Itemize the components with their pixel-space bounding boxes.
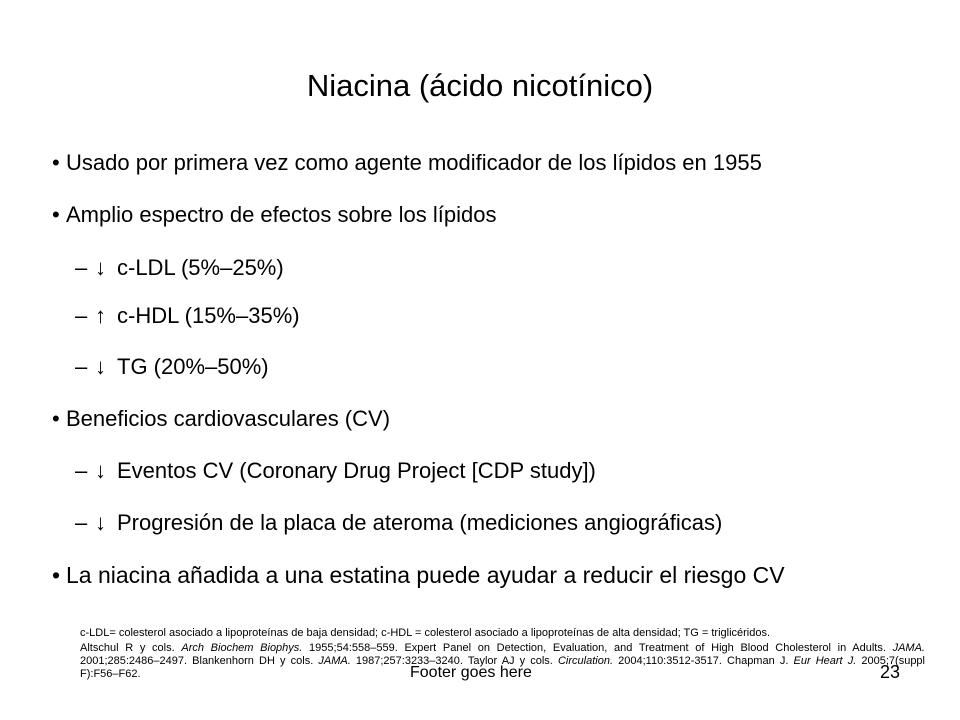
sub-bullet-text: Eventos CV (Coronary Drug Project [CDP study])	[117, 458, 596, 483]
reference-text: 2005;7(suppl F):F56–F62.	[80, 655, 925, 680]
sub-bullet-text: c-HDL (15%–35%)	[117, 303, 300, 328]
slide-title: Niacina (ácido nicotínico)	[306, 68, 654, 103]
arrow-down-icon: ↓	[95, 255, 106, 280]
dash-symbol: –	[75, 255, 88, 280]
sub-bullet-item	[75, 302, 300, 330]
arrow-up-icon: ↑	[95, 303, 106, 328]
reference-text: 2004;110:3512-3517. Chapman J.	[613, 655, 794, 667]
sub-bullet-text: c-LDL (5%–25%)	[117, 255, 284, 280]
arrow-down-icon: ↓	[95, 354, 106, 379]
sub-bullet-text: TG (20%–50%)	[117, 354, 269, 379]
dash-symbol: –	[75, 303, 88, 328]
bullet-symbol: •	[52, 202, 60, 227]
reference-text: 1987;257:3233–3240. Taylor AJ y cols.	[350, 655, 558, 667]
sub-bullet-item	[75, 254, 284, 282]
arrow-down-icon: ↓	[95, 510, 106, 535]
bullet-text: La niacina añadida a una estatina puede ayudar a reducir el riesgo CV	[66, 562, 785, 588]
reference-journal: Arch Biochem Biophys.	[181, 642, 303, 654]
bullet-text: Usado por primera vez como agente modificador de los lípidos en 1955	[66, 150, 762, 175]
reference-text: 2001;285:2486–2497. Blankenhorn DH y cols.	[80, 655, 319, 667]
arrow-down-icon: ↓	[95, 458, 106, 483]
dash-symbol: –	[75, 510, 88, 535]
slide-footer: Footer goes here	[410, 664, 532, 681]
bullet-symbol: •	[52, 562, 61, 588]
reference-journal: Circulation.	[557, 655, 614, 667]
sub-bullet-item	[75, 353, 269, 381]
dash-symbol: –	[75, 458, 88, 483]
bullet-text: Amplio espectro de efectos sobre los lípidos	[66, 202, 497, 227]
sub-bullet-item	[75, 457, 596, 485]
bullet-symbol: •	[52, 150, 60, 175]
bullet-item	[52, 561, 785, 589]
page-number: 23	[880, 662, 901, 682]
bullet-symbol: •	[52, 406, 60, 431]
reference-journal: JAMA.	[892, 642, 925, 654]
abbreviations-note: c-LDL= colesterol asociado a lipoproteínas de baja densidad; c-HDL = colesterol asociado a lipoproteínas de alta densidad; TG = triglicéridos.	[80, 627, 771, 639]
bullet-item	[52, 405, 390, 433]
sub-bullet-text: Progresión de la placa de ateroma (mediciones angiográficas)	[117, 510, 723, 535]
bullet-item	[52, 149, 762, 177]
bullet-item	[52, 201, 496, 229]
reference-journal: Eur Heart J.	[793, 655, 857, 667]
dash-symbol: –	[75, 354, 88, 379]
reference-journal: JAMA.	[318, 655, 351, 667]
reference-text: 1955;54:558–559. Expert Panel on Detection, Evaluation, and Treatment of High Blood Cholesterol in Adults.	[302, 642, 893, 654]
bullet-text: Beneficios cardiovasculares (CV)	[66, 406, 391, 431]
sub-bullet-item	[75, 509, 722, 537]
reference-text: Altschul R y cols.	[80, 642, 182, 654]
